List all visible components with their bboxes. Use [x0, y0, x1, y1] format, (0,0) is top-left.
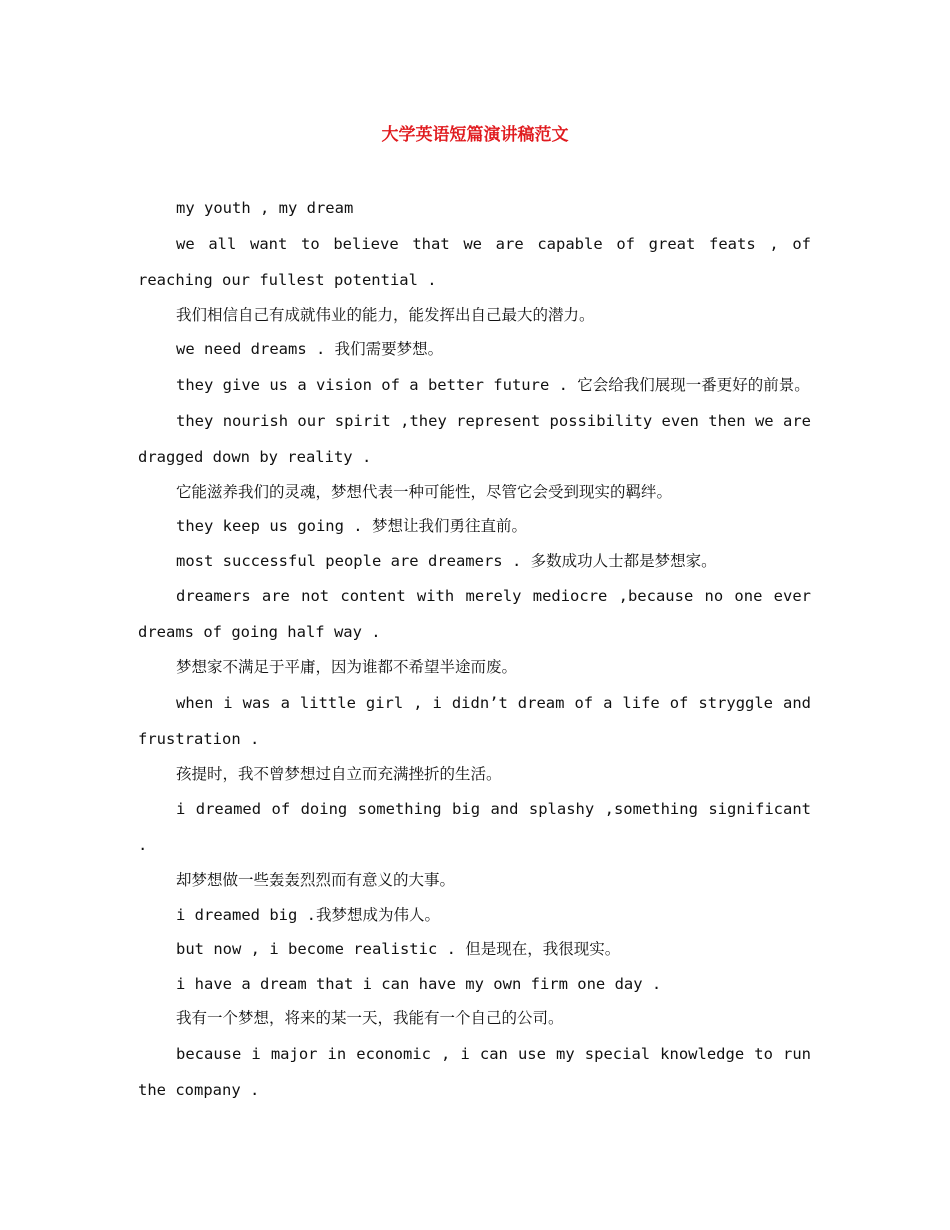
paragraph: dreamers are not content with merely mediocre ,because no one ever dreams of going half way . — [138, 587, 811, 641]
paragraph: they nourish our spirit ,they represent possibility even then we are dragged down by reality . — [138, 411, 811, 466]
paragraph: we all want to believe that we are capable of great feats , of reaching our fullest potential . — [138, 234, 811, 289]
paragraph: 却梦想做一些轰轰烈烈而有意义的大事。 — [176, 871, 456, 889]
paragraph: 孩提时，我不曾梦想过自立而充满挫折的生活。 — [176, 764, 502, 783]
paragraph: 我有一个梦想，将来的某一天，我能有一个自己的公司。 — [176, 1009, 564, 1027]
paragraph: they keep us going . 梦想让我们勇往直前。 — [176, 517, 527, 535]
paragraph: i dreamed of doing something big and splashy ,something significant . — [138, 800, 811, 854]
document-body — [138, 191, 811, 1108]
paragraph: most successful people are dreamers . 多数成功人士都是梦想家。 — [176, 551, 717, 570]
paragraph: 它能滋养我们的灵魂，梦想代表一种可能性，尽管它会受到现实的羁绊。 — [176, 482, 673, 501]
document-title: 大学英语短篇演讲稿范文 — [381, 125, 569, 145]
paragraph: when i was a little girl , i didn’t dream of a life of stryggle and frustration . — [138, 693, 811, 748]
paragraph: i have a dream that i can have my own firm one day . — [176, 974, 662, 993]
paragraph: i dreamed big .我梦想成为伟人。 — [176, 905, 440, 924]
paragraph: because i major in economic , i can use my special knowledge to run the company . — [138, 1044, 811, 1099]
paragraph: we need dreams . 我们需要梦想。 — [176, 340, 444, 358]
paragraph: my youth , my dream — [176, 199, 354, 217]
paragraph: they give us a vision of a better future . 它会给我们展现一番更好的前景。 — [176, 375, 810, 394]
paragraph: 我们相信自己有成就伟业的能力，能发挥出自己最大的潜力。 — [176, 305, 595, 324]
paragraph: but now , i become realistic . 但是现在，我很现实。 — [176, 940, 621, 958]
paragraph: 梦想家不满足于平庸，因为谁都不希望半途而废。 — [176, 658, 518, 676]
